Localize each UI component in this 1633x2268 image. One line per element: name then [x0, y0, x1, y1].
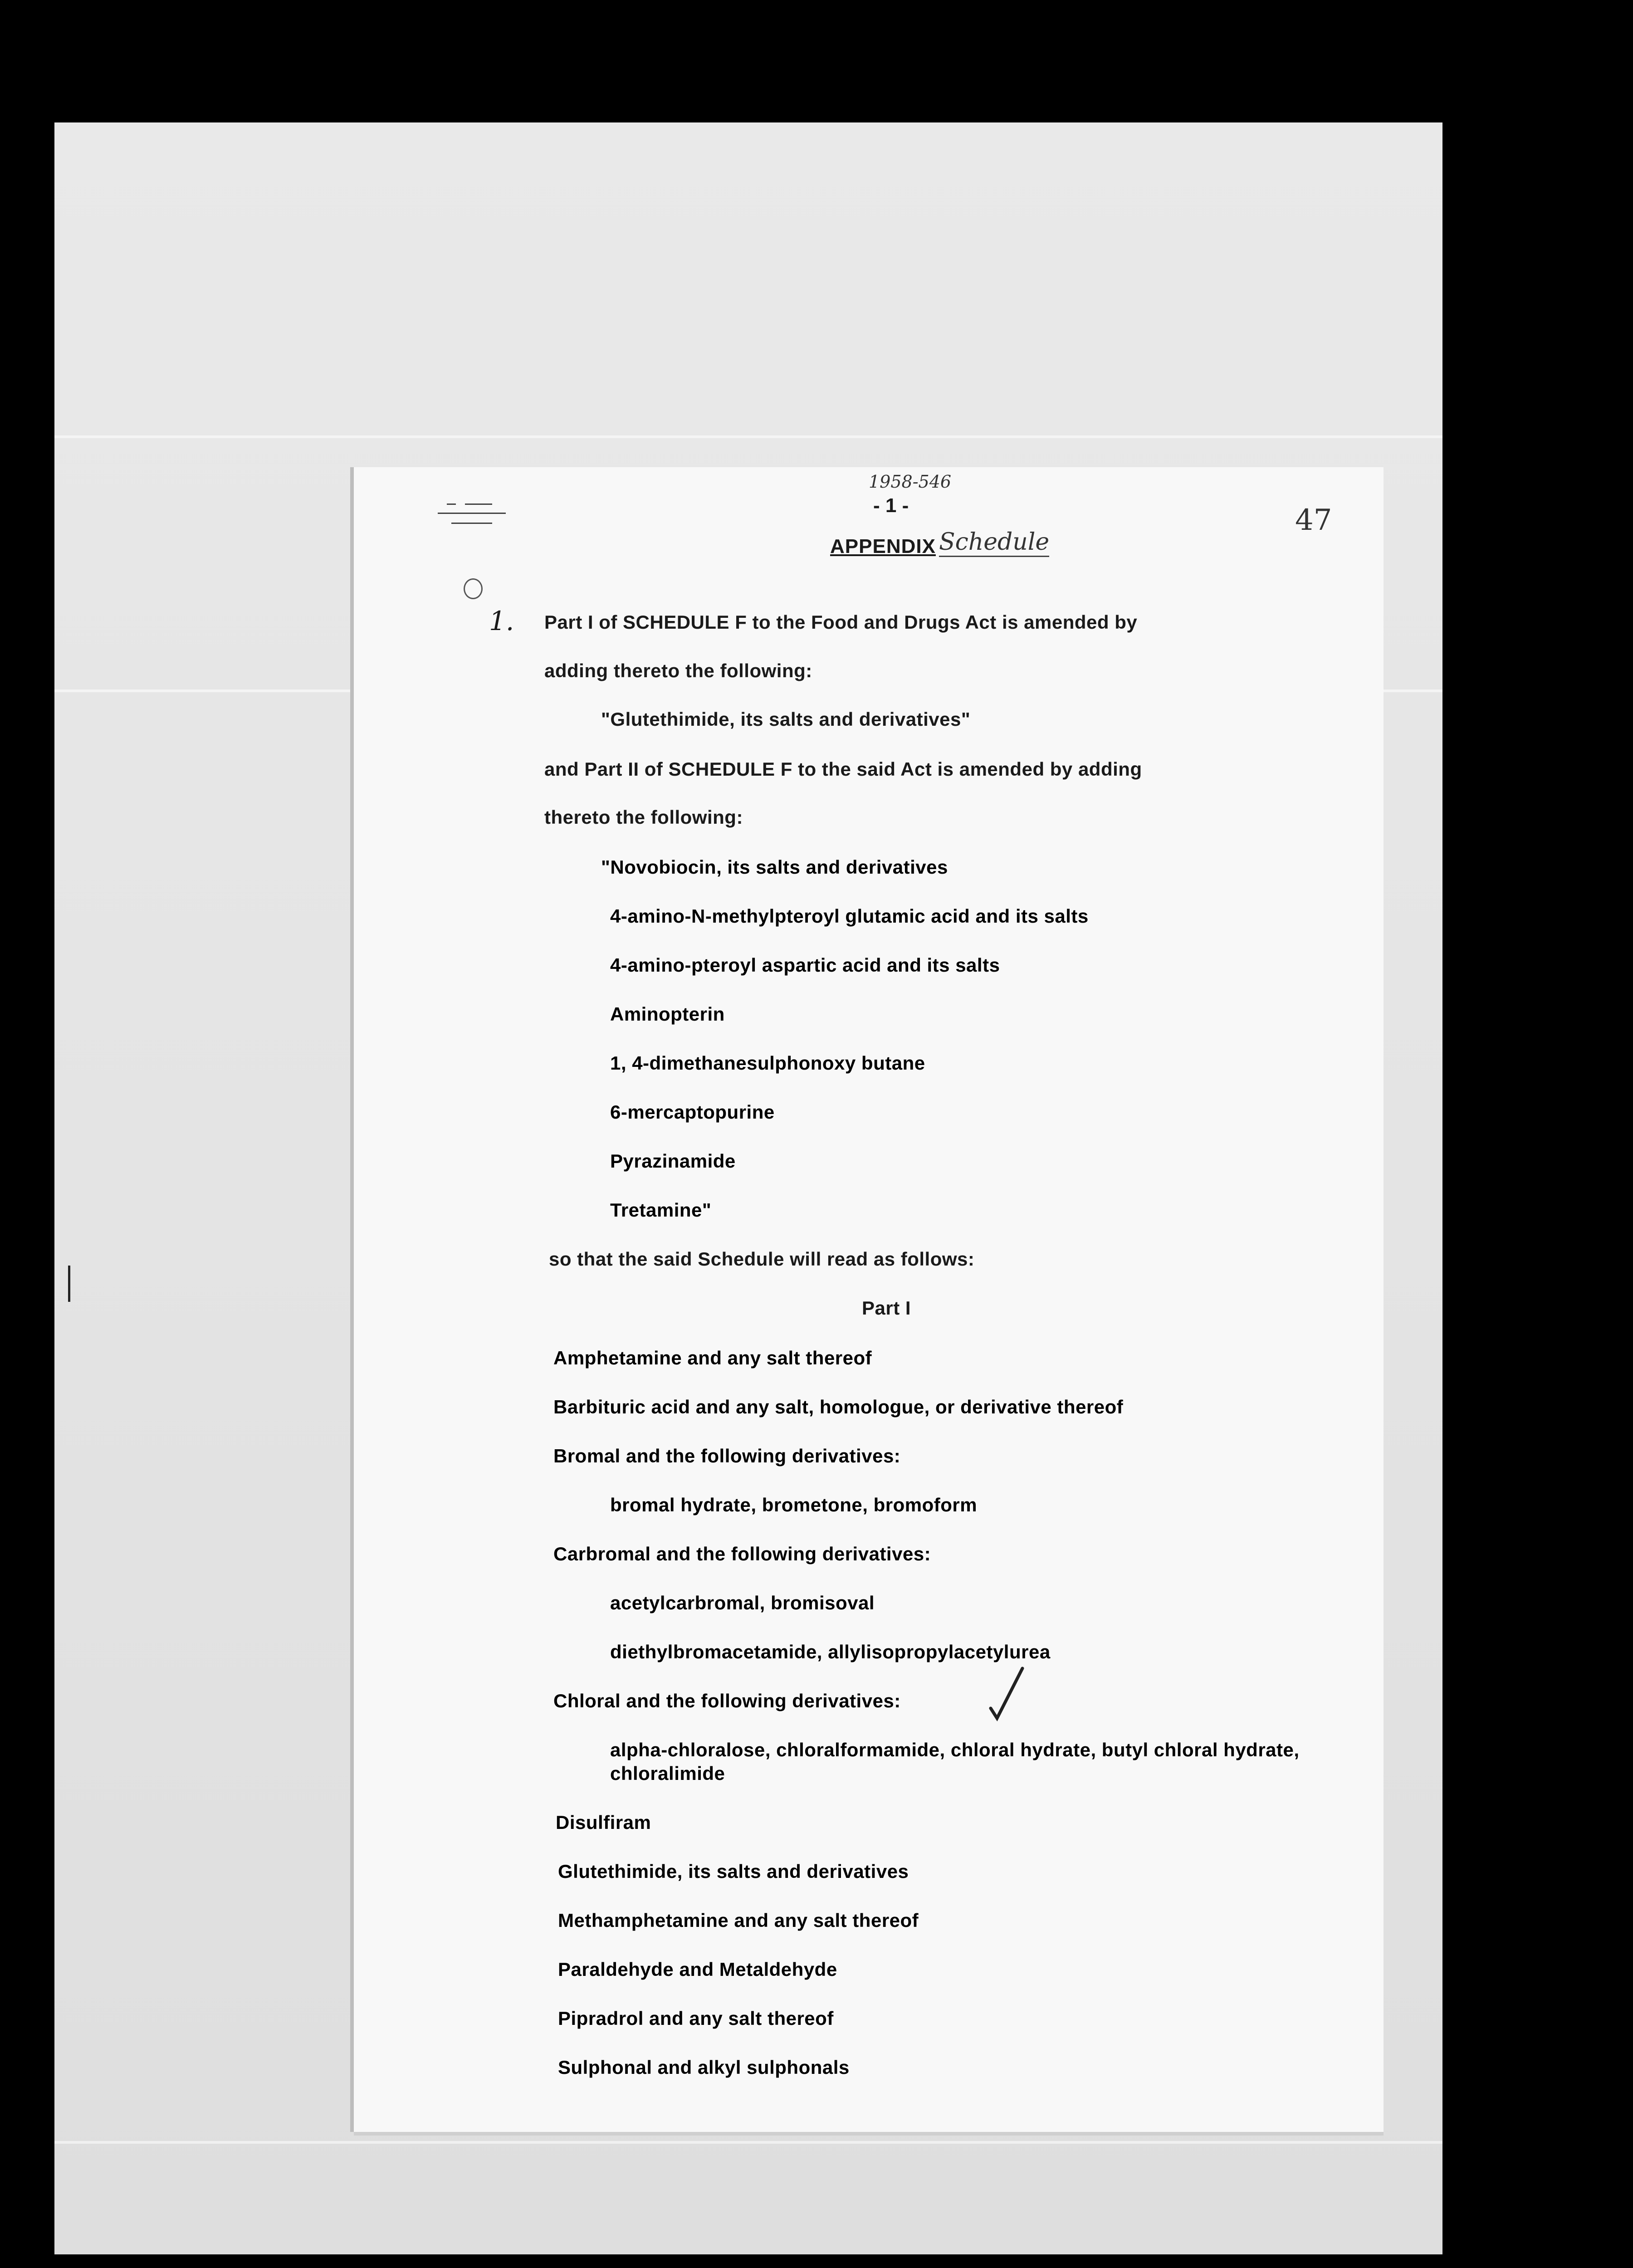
list-item: Sulphonal and alkyl sulphonals [558, 2057, 850, 2078]
margin-circle-mark [464, 578, 483, 599]
part-heading: Part I [862, 1297, 911, 1319]
list-item: Tretamine" [610, 1199, 712, 1221]
list-item: Pipradrol and any salt thereof [558, 2008, 834, 2029]
closing-line: so that the said Schedule will read as follows: [549, 1248, 975, 1270]
list-item: Glutethimide, its salts and derivatives [558, 1861, 909, 1882]
list-item: Pyrazinamide [610, 1150, 736, 1172]
list-item: 4-amino-pteroyl aspartic acid and its salts [610, 954, 1000, 976]
list-item: 4-amino-N-methylpteroyl glutamic acid and its salts [610, 905, 1089, 927]
appendix-title: APPENDIX [830, 535, 936, 557]
list-item: acetylcarbromal, bromisoval [610, 1592, 875, 1613]
folio-number: 47 [1295, 503, 1332, 537]
intro-quote: "Glutethimide, its salts and derivatives" [601, 709, 971, 730]
list-item: Amphetamine and any salt thereof [553, 1347, 872, 1369]
scan-band [54, 2141, 1442, 2144]
list-item: 6-mercaptopurine [610, 1101, 775, 1123]
list-item: Chloral and the following derivatives: [553, 1690, 901, 1711]
list-item: Barbituric acid and any salt, homologue, or derivative thereof [553, 1396, 1124, 1418]
list-item: chloralimide [610, 1763, 725, 1784]
intro-line-3: and Part II of SCHEDULE F to the said Act is amended by adding [544, 758, 1142, 780]
list-item: Paraldehyde and Metaldehyde [558, 1959, 837, 1980]
checkmark-icon [989, 1665, 1025, 1724]
intro-line-4: thereto the following: [544, 807, 743, 828]
list-item: Bromal and the following derivatives: [553, 1445, 901, 1466]
margin-mark [68, 1266, 70, 1302]
list-item: alpha-chloralose, chloralformamide, chloral hydrate, butyl chloral hydrate, [610, 1739, 1300, 1760]
list-item: 1, 4-dimethanesulphonoxy butane [610, 1052, 925, 1074]
list-item: Aminopterin [610, 1003, 725, 1025]
list-item: "Novobiocin, its salts and derivatives [601, 856, 948, 878]
appendix-handwritten-annotation: Schedule [939, 528, 1049, 557]
list-item: Methamphetamine and any salt thereof [558, 1910, 919, 1931]
corner-dash-marks [433, 494, 515, 526]
handwritten-date: 1958-546 [869, 472, 952, 492]
intro-line-2: adding thereto the following: [544, 660, 812, 681]
intro-line-1: Part I of SCHEDULE F to the Food and Drugs Act is amended by [544, 611, 1138, 633]
item-number: 1. [489, 606, 514, 636]
list-item: diethylbromacetamide, allylisopropylacetylurea [610, 1641, 1051, 1662]
list-item: bromal hydrate, brometone, bromoform [610, 1494, 978, 1515]
list-item: Disulfiram [556, 1812, 651, 1833]
page-number: - 1 - [873, 494, 909, 517]
scan-band [54, 435, 1442, 438]
document-page [354, 467, 1384, 2132]
list-item: Carbromal and the following derivatives: [553, 1543, 931, 1564]
